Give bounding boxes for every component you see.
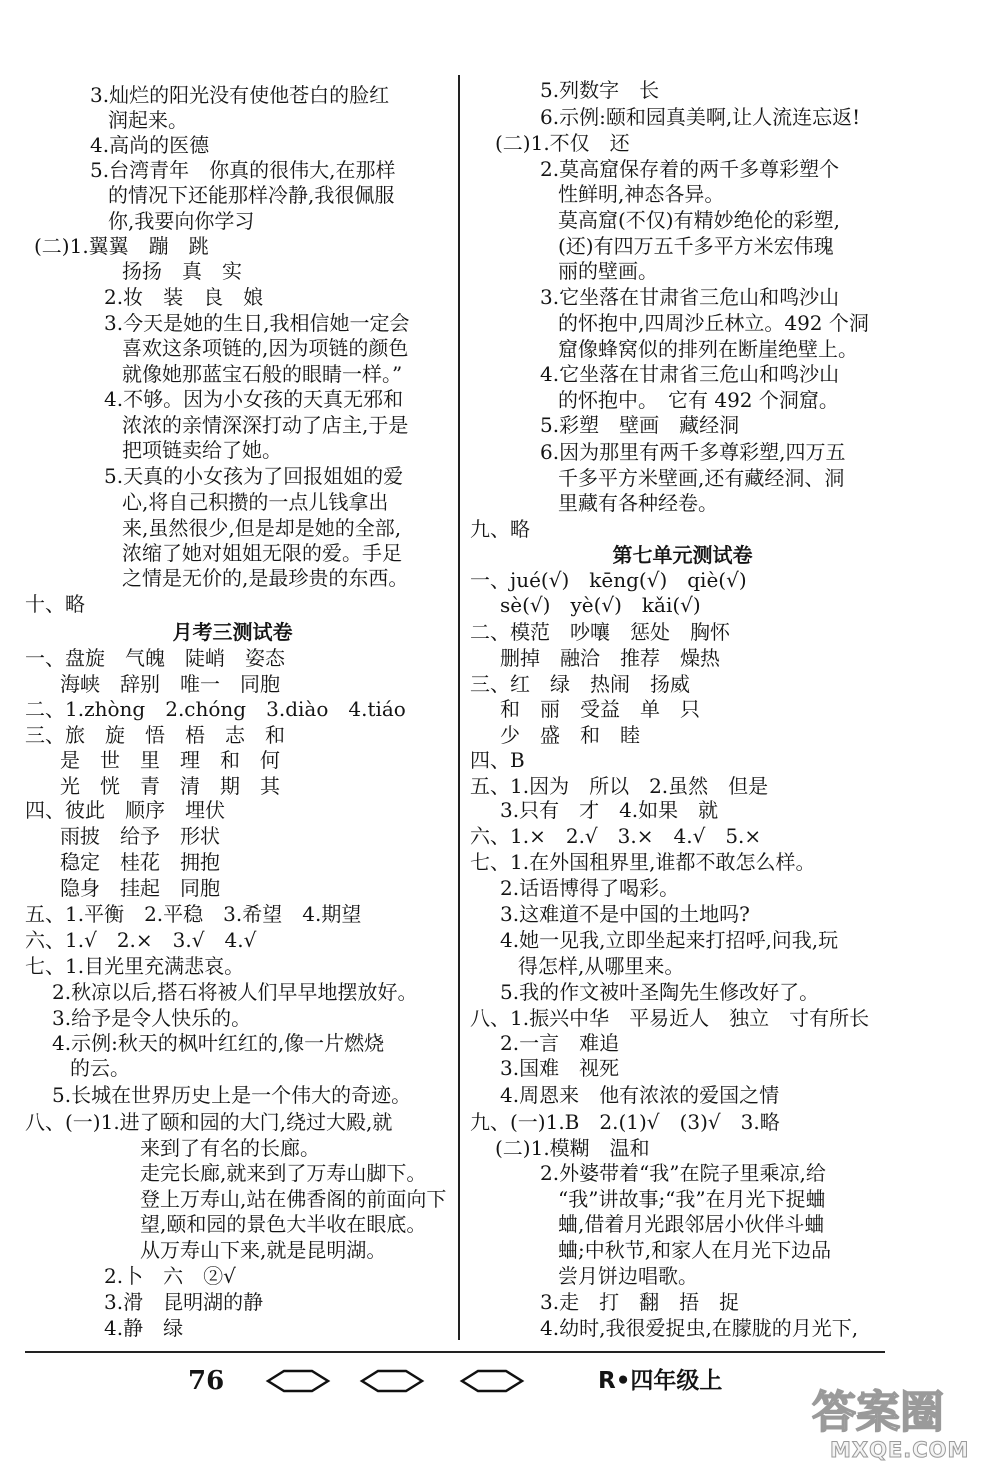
answer-line: 窟像蜂窝似的排列在断崖绝壁上。 — [558, 337, 858, 361]
answer-line: 5.我的作文被叶圣陶先生修改好了。 — [500, 980, 820, 1004]
answer-line: 六、1.× 2.√ 3.× 4.√ 5.× — [470, 824, 762, 848]
answer-line: (还)有四万五千多平方米宏伟瑰 — [558, 234, 834, 258]
answer-line: 八、1.振兴中华 平易近人 独立 寸有所长 — [470, 1006, 870, 1030]
answer-line: 来到了有名的长廊。 — [140, 1136, 320, 1160]
answer-line: 3.这难道不是中国的土地吗? — [500, 902, 750, 926]
answer-line: 性鲜明,神态各异。 — [558, 182, 725, 206]
answer-line: 海峡 辞别 唯一 同胞 — [60, 672, 280, 696]
answer-line: 从万寿山下来,就是昆明湖。 — [140, 1238, 387, 1262]
answer-line: 四、彼此 顺序 埋伏 — [25, 798, 225, 822]
answer-line: 2.一言 难追 — [500, 1031, 620, 1055]
answer-line: 来,虽然很少,但是却是她的全部, — [122, 516, 402, 540]
answer-line: 5.天真的小女孩为了回报姐姐的爱 — [104, 464, 404, 488]
hexagon-ornament-icon — [268, 1371, 328, 1391]
answer-line: 七、1.在外国租界里,谁都不敢怎么样。 — [470, 850, 816, 874]
answer-line: 2.妆 装 良 娘 — [104, 285, 264, 309]
answer-line: 六、1.√ 2.× 3.√ 4.√ — [25, 928, 257, 952]
answer-line: 一、盘旋 气魄 陡峭 姿态 — [25, 646, 285, 670]
column-divider — [458, 75, 460, 1340]
answer-line: 2.卜 六 ②√ — [104, 1264, 236, 1288]
answer-line: 4.它坐落在甘肃省三危山和鸣沙山 — [540, 362, 840, 386]
answer-line: 心,将自己积攒的一点儿钱拿出 — [122, 490, 389, 514]
answer-line: 莫高窟(不仅)有精妙绝伦的彩塑, — [558, 208, 840, 232]
footer-ornaments — [250, 1366, 540, 1396]
answer-line: (二)1.翼翼 蹦 跳 — [34, 234, 209, 258]
answer-line: 4.她一见我,立即坐起来打招呼,问我,玩 — [500, 928, 839, 952]
answer-line: 润起来。 — [108, 108, 188, 132]
answer-line: 三、旅 旋 悟 梧 志 和 — [25, 723, 285, 747]
answer-line: 五、1.因为 所以 2.虽然 但是 — [470, 774, 769, 798]
answer-line: 尝月饼边唱歌。 — [558, 1264, 698, 1288]
answer-line: 6.因为那里有两千多尊彩塑,四万五 — [540, 440, 846, 464]
answer-line: 十、略 — [25, 592, 85, 616]
answer-line: 5.台湾青年 你真的很伟大,在那样 — [90, 158, 396, 182]
answer-line: 走完长廊,就来到了万寿山脚下。 — [140, 1161, 427, 1185]
answer-line: 五、1.平衡 2.平稳 3.希望 4.期望 — [25, 902, 362, 926]
answer-line: 千多平方米壁画,还有藏经洞、洞 — [558, 466, 845, 490]
page-number: 76 — [188, 1366, 225, 1396]
answer-line: 少 盛 和 睦 — [500, 723, 640, 747]
answer-line: 蛐;中秋节,和家人在月光下边品 — [558, 1238, 832, 1262]
answer-line: 把项链卖给了她。 — [122, 438, 282, 462]
answer-line: 3.国难 视死 — [500, 1056, 620, 1080]
answer-line: 之情是无价的,是最珍贵的东西。 — [122, 566, 409, 590]
answer-line: 的怀抱中。 它有 492 个洞窟。 — [558, 388, 839, 412]
answer-line: 九、(一)1.B 2.(1)√ (3)√ 3.略 — [470, 1110, 780, 1134]
footer-rule — [25, 1351, 885, 1353]
answer-line: 2.莫高窟保存着的两千多尊彩塑个 — [540, 157, 840, 181]
answer-line: 3.滑 昆明湖的静 — [104, 1290, 264, 1314]
answer-line: 二、模范 吵嚷 惩处 胸怀 — [470, 620, 730, 644]
answer-line: 浓浓的亲情深深打动了店主,于是 — [122, 413, 409, 437]
answer-line: 5.列数字 长 — [540, 78, 660, 102]
answer-line: 6.示例:颐和园真美啊,让人流连忘返! — [540, 105, 861, 129]
answer-line: 登上万寿山,站在佛香阁的前面向下 — [140, 1187, 447, 1211]
answer-line: 的情况下还能那样冷静,我很佩服 — [108, 183, 395, 207]
answer-line: 2.外婆带着“我”在院子里乘凉,给 — [540, 1161, 826, 1185]
answer-line: 丽的壁画。 — [558, 259, 658, 283]
answer-line: 4.不够。因为小女孩的天真无邪和 — [104, 387, 404, 411]
answer-line: 扬扬 真 实 — [122, 259, 242, 283]
answer-line: (二)1.模糊 温和 — [495, 1136, 650, 1160]
answer-line: 5.长城在世界历史上是一个伟大的奇迹。 — [52, 1083, 412, 1107]
answer-line: 4.示例:秋天的枫叶红红的,像一片燃烧 — [52, 1031, 385, 1055]
answer-line: (二)1.不仅 还 — [495, 131, 630, 155]
answer-line: 和 丽 受益 单 只 — [500, 697, 700, 721]
answer-line: 四、B — [470, 748, 525, 772]
answer-line: 4.周恩来 他有浓浓的爱国之情 — [500, 1083, 780, 1107]
answer-line: 光 恍 青 清 期 其 — [60, 774, 280, 798]
answer-line: 七、1.目光里充满悲哀。 — [25, 954, 245, 978]
answer-line: 3.给予是令人快乐的。 — [52, 1006, 252, 1030]
answer-line: 3.灿烂的阳光没有使他苍白的脸红 — [90, 83, 390, 107]
answer-line: 2.话语博得了喝彩。 — [500, 876, 680, 900]
answer-line: 的怀抱中,四周沙丘林立。492 个洞 — [558, 311, 869, 335]
answer-line: 望,颐和园的景色大半收在眼底。 — [140, 1212, 427, 1236]
answer-line: 删掉 融洽 推荐 燥热 — [500, 646, 720, 670]
answer-line: 八、(一)1.进了颐和园的大门,绕过大殿,就 — [25, 1110, 393, 1134]
answer-line: 3.走 打 翻 捂 捉 — [540, 1290, 740, 1314]
watermark-site: MXQE.COM — [830, 1438, 970, 1462]
answer-line: 隐身 挂起 同胞 — [60, 876, 220, 900]
answer-line: 4.幼时,我很爱捉虫,在朦胧的月光下, — [540, 1316, 859, 1340]
answer-line: 3.只有 才 4.如果 就 — [500, 798, 719, 822]
watermark-logo: 答案圈 — [812, 1387, 944, 1438]
answer-line: 就像她那蓝宝石般的眼睛一样。” — [122, 362, 403, 386]
answer-line: 是 世 里 理 和 何 — [60, 748, 280, 772]
answer-line: 浓缩了她对姐姐无限的爱。手足 — [122, 541, 402, 565]
answer-line: 4.静 绿 — [104, 1316, 184, 1340]
section-title: 月考三测试卷 — [172, 620, 293, 644]
hexagon-ornament-icon — [462, 1371, 522, 1391]
answer-line: 稳定 桂花 拥抱 — [60, 850, 220, 874]
answer-line: 蛐,借着月光跟邻居小伙伴斗蛐 — [558, 1212, 825, 1236]
grade-label: R•四年级上 — [598, 1368, 723, 1394]
answer-line: 你,我要向你学习 — [108, 209, 255, 233]
answer-line: 九、略 — [470, 517, 530, 541]
answer-line: 4.高尚的医德 — [90, 133, 210, 157]
answer-line: 的云。 — [70, 1056, 130, 1080]
answer-line: sè(√) yè(√) kǎi(√) — [500, 593, 701, 617]
answer-line: 里藏有各种经卷。 — [558, 491, 718, 515]
section-title: 第七单元测试卷 — [612, 543, 753, 567]
answer-line: 雨披 给予 形状 — [60, 824, 220, 848]
hexagon-ornament-icon — [362, 1371, 422, 1391]
answer-line: 二、1.zhòng 2.chóng 3.diào 4.tiáo — [25, 697, 406, 721]
answer-line: 喜欢这条项链的,因为项链的颜色 — [122, 336, 409, 360]
answer-line: 得怎样,从哪里来。 — [518, 954, 685, 978]
answer-line: 2.秋凉以后,搭石将被人们早早地摆放好。 — [52, 980, 418, 1004]
answer-line: 5.彩塑 壁画 藏经洞 — [540, 413, 740, 437]
answer-line: “我”讲故事;“我”在月光下捉蛐 — [558, 1187, 826, 1211]
answer-line: 3.它坐落在甘肃省三危山和鸣沙山 — [540, 285, 840, 309]
answer-line: 一、jué(√) kēng(√) qiè(√) — [470, 568, 747, 592]
answer-line: 3.今天是她的生日,我相信她一定会 — [104, 311, 410, 335]
answer-line: 三、红 绿 热闹 扬威 — [470, 672, 690, 696]
